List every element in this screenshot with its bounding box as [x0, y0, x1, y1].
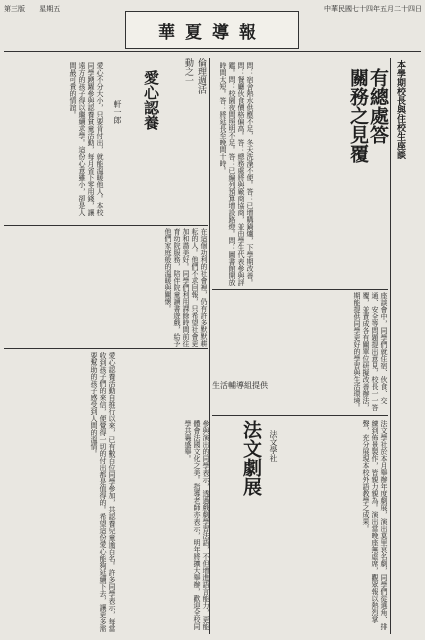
love-author: 軒一郎 — [113, 100, 122, 124]
forum-article-text: 座談會中，同學們就住宿、伙食、交通、安全等問題提出意見，校長一一答覆，並責成各有關單位研擬改善辦法，期能提供同學更好的學習與生活環境。 — [353, 292, 388, 411]
qa-article — [212, 62, 344, 287]
love-headline: 愛心認養 — [142, 70, 160, 130]
masthead — [0, 0, 425, 60]
newspaper-title: 華夏導報 — [125, 11, 299, 49]
drama-article-continued: 參與演出的同學表示，透過戲劇學習法語，不但增進語言能力，更能體會法國文化之美。指導老師亦表示，明年將擴大舉辦，歡迎全校同學共襄盛舉。 — [184, 420, 210, 630]
page-number: 第三版 — [4, 5, 25, 13]
lower-left-article-text: 愛心認養活動自推行以來，已有數百位同學參加，共認養兒童逾百名。許多同學表示，每當收到孩子們的來信，便覺得一切的付出都是值得的。希望這份愛心能夠延續下去，讓更多需要幫助的孩子感受到人間的溫情。 — [90, 352, 116, 632]
love-article-text: 愛心不分大小，只要肯付出，就能溫暖他人。本校同學踴躍參與認養貧童活動，每月省下零用錢，讓遠方的孩子得以繼續求學。這份心意雖小，卻是人間最可貴的情誼。 — [69, 62, 104, 216]
qa-article-text: 問：宿舍熱水供應不足，冬天洗澡不便。答：已增購鍋爐，下學期改善。問：餐廳伙食價格偏高。答：總務處將與廠商協商，並由學生代表參與評鑑。問：校園夜間照明不足。答：已編列預算增設路燈。問：圖書館開放時間太短。答：將延長至晚間十時。 — [219, 62, 254, 286]
qa-headline — [348, 68, 388, 248]
column-head: 倫理週活動之一 — [183, 58, 206, 94]
weekday: 星期五 — [39, 5, 61, 13]
lower-left-rule — [4, 348, 208, 349]
article-credit: 生活輔導組提供 — [212, 381, 268, 390]
page-info — [4, 4, 96, 14]
middle-rule — [212, 289, 388, 290]
lower-middle-rule — [212, 415, 388, 416]
issue-date: 中華民國七十四年五月二十四日 — [324, 5, 422, 13]
drama-article-text: 法文學社於本月舉辦年度劇展，演出莫里哀名劇，同學們從選角、排練到佈景製作，皆親力親為。演出當晚座無虛席，觀眾報以熱烈掌聲，充分展現本校外語教學之成果。 — [362, 420, 388, 630]
qa-headline-line-2: 關務之見覆 — [347, 68, 369, 163]
banner-column — [390, 58, 422, 634]
drama-headline: 法文劇展 — [240, 420, 262, 496]
banner-headline: 本學期校長與住校生座談 — [395, 60, 405, 159]
upper-left-rule — [4, 225, 208, 226]
upper-left-article-text: 在這個功利的社會裡，仍有許多默默耕耘的人。他們不求回報，只希望社會更加和諧美好。同學們利用課餘時間前往育幼院服務，陪伴院童讀書遊戲，給予他們家庭般的溫暖與關懷。 — [164, 228, 208, 347]
qa-headline-line-1: 有總處答 — [367, 68, 389, 144]
drama-byline: 法文學社 — [269, 430, 278, 462]
masthead-rule — [4, 51, 421, 52]
